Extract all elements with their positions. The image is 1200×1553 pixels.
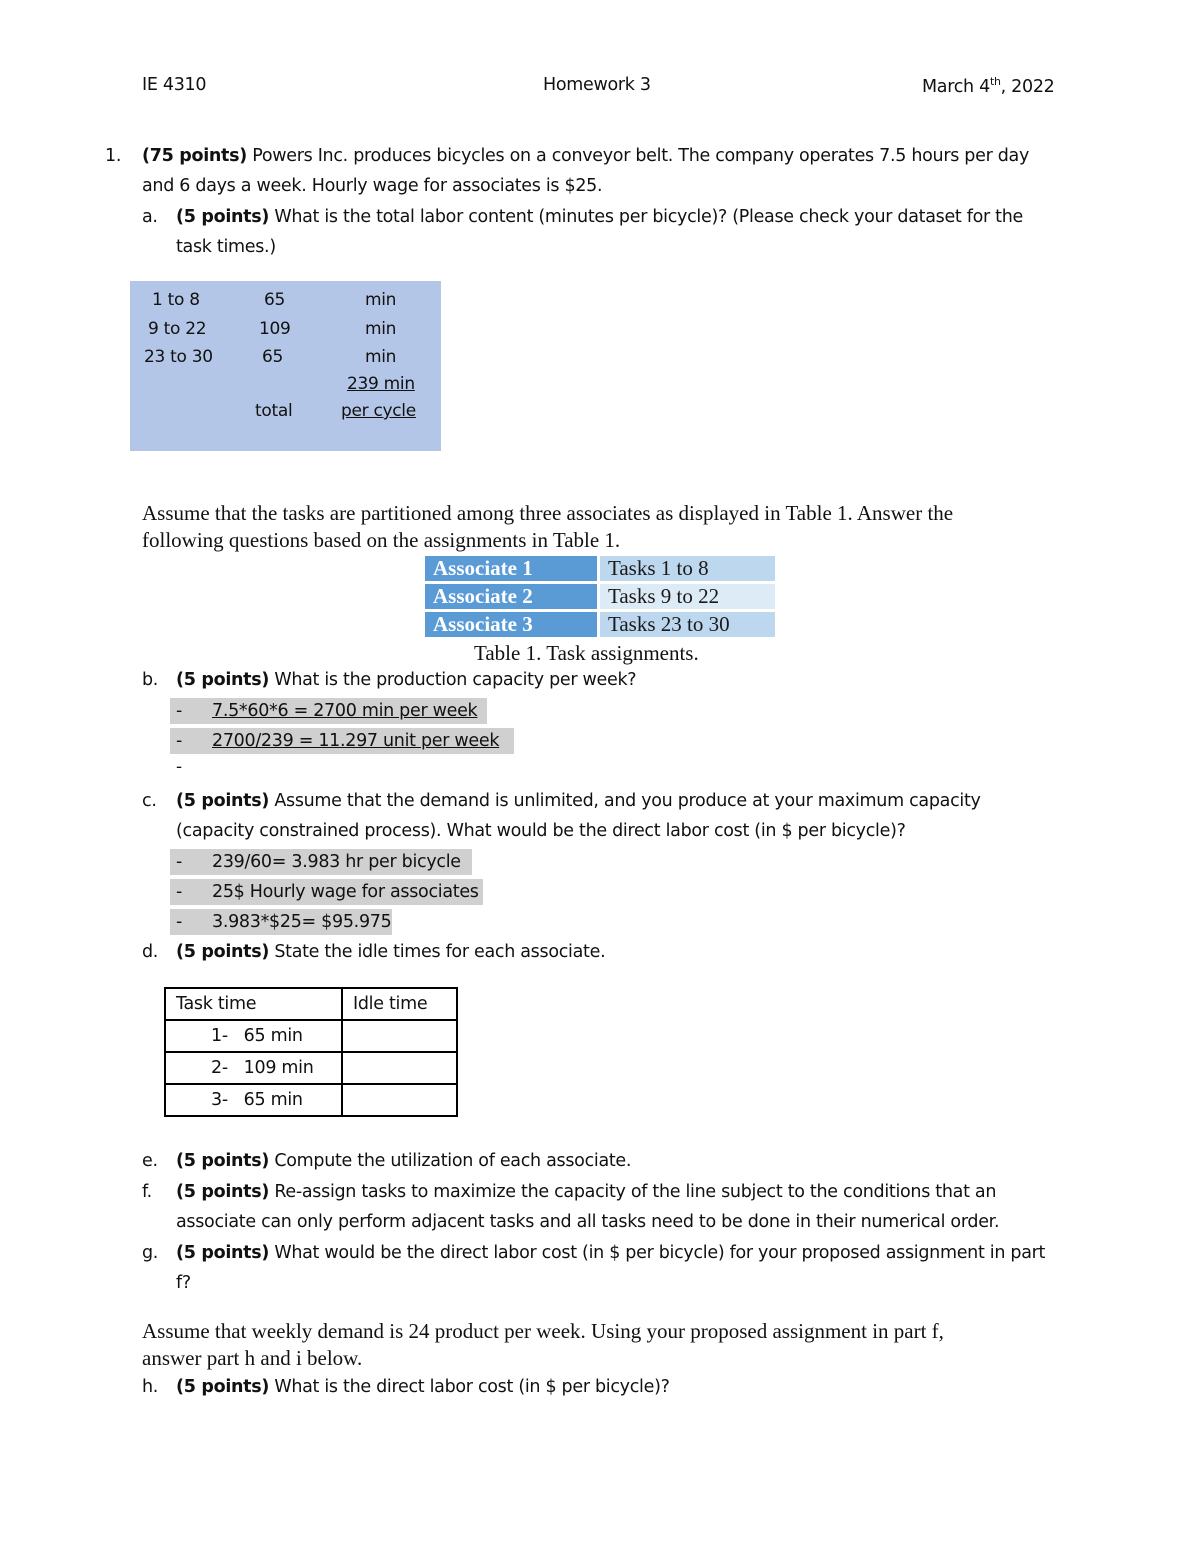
- part-b-answer-1-text: 7.5*60*6 = 2700 min per week: [212, 701, 478, 721]
- table1-tasks-3: Tasks 23 to 30: [600, 612, 775, 637]
- part-f-line1: [176, 1177, 996, 1207]
- part-b-dash-2: -: [176, 731, 183, 751]
- idle-row-1-time: 65 min: [243, 1026, 303, 1046]
- table1-associate-2: Associate 2: [425, 584, 597, 609]
- labor-content-box: [130, 281, 441, 451]
- idle-row-1-num: 1-: [211, 1026, 228, 1046]
- idle-row-3-task: [165, 1084, 342, 1116]
- part-a-text1: What is the total labor content (minutes per bicycle)? (Please check your dataset for the: [269, 207, 1023, 227]
- labor-range-2: 9 to 22: [148, 319, 207, 339]
- part-a-line2: task times.): [176, 237, 276, 257]
- part-a-line1: [176, 202, 1023, 232]
- part-d-text: State the idle times for each associate.: [269, 942, 606, 962]
- assume2-line1: Assume that weekly demand is 24 product per week. Using your proposed assignment in part f,: [142, 1319, 944, 1343]
- part-e-points: (5 points): [176, 1151, 270, 1171]
- idle-row-1-task: [165, 1020, 342, 1052]
- assume1-line1: Assume that the tasks are partitioned among three associates as displayed in Table 1. Answer the: [142, 501, 954, 525]
- part-c-answer-2-text: 25$ Hourly wage for associates: [212, 882, 479, 902]
- part-b-answer-1: [170, 698, 487, 724]
- part-b-dash-1: -: [176, 701, 183, 721]
- table-row: [165, 1020, 457, 1052]
- part-c-answer-3: [170, 909, 392, 935]
- q1-points: (75 points): [142, 146, 247, 166]
- q1-line2: and 6 days a week. Hourly wage for associates is $25.: [142, 176, 603, 196]
- idle-row-3-idle[interactable]: [342, 1084, 457, 1116]
- part-b-answer-2-text: 2700/239 = 11.297 unit per week: [212, 731, 500, 751]
- part-c-line1: [176, 786, 981, 816]
- date-main: March 4: [922, 76, 990, 97]
- part-a-points: (5 points): [176, 207, 270, 227]
- table-row: [165, 1052, 457, 1084]
- part-c-dash-3: -: [176, 912, 183, 932]
- part-d-line: [176, 937, 605, 967]
- part-c-points: (5 points): [176, 791, 270, 811]
- part-h-letter: h.: [142, 1377, 159, 1397]
- part-c-answer-1-text: 239/60= 3.983 hr per bicycle: [212, 852, 461, 872]
- table1-caption: Table 1. Task assignments.: [474, 641, 699, 665]
- part-c-answer-1: [170, 849, 472, 875]
- idle-row-2-idle[interactable]: [342, 1052, 457, 1084]
- part-b-letter: b.: [142, 670, 159, 690]
- assume1-line2: following questions based on the assignments in Table 1.: [142, 528, 621, 552]
- homework-title: Homework 3: [543, 75, 651, 95]
- labor-value-2: 109: [259, 319, 291, 339]
- idle-row-2-time: 109 min: [243, 1058, 314, 1078]
- part-g-points: (5 points): [176, 1243, 270, 1263]
- labor-total-unit: per cycle: [341, 401, 416, 421]
- part-d-letter: d.: [142, 942, 159, 962]
- part-d-points: (5 points): [176, 942, 270, 962]
- table1-tasks-2: Tasks 9 to 22: [600, 584, 775, 609]
- labor-total-value: 239 min: [347, 374, 415, 394]
- part-f-points: (5 points): [176, 1182, 270, 1202]
- table-row: [165, 1084, 457, 1116]
- part-b-line: [176, 665, 636, 695]
- labor-value-3: 65: [262, 347, 284, 367]
- idle-row-3-num: 3-: [211, 1090, 228, 1110]
- part-h-points: (5 points): [176, 1377, 270, 1397]
- part-f-letter: f.: [142, 1182, 152, 1202]
- labor-range-3: 23 to 30: [144, 347, 213, 367]
- part-c-dash-2: -: [176, 882, 183, 902]
- part-h-text: What is the direct labor cost (in $ per bicycle)?: [269, 1377, 670, 1397]
- part-h-line: [176, 1372, 670, 1402]
- part-g-line1: [176, 1238, 1045, 1268]
- q1-number: 1.: [105, 146, 122, 166]
- labor-unit-2: min: [365, 319, 397, 339]
- part-e-text: Compute the utilization of each associate.: [269, 1151, 632, 1171]
- part-c-letter: c.: [142, 791, 157, 811]
- part-e-letter: e.: [142, 1151, 158, 1171]
- idle-header-idle-time: Idle time: [342, 988, 457, 1020]
- idle-row-3-time: 65 min: [243, 1090, 303, 1110]
- course-code: IE 4310: [142, 75, 207, 95]
- idle-header-task-time: Task time: [165, 988, 342, 1020]
- labor-unit-3: min: [365, 347, 397, 367]
- idle-row-2-num: 2-: [211, 1058, 228, 1078]
- header-date: [922, 75, 1055, 97]
- part-b-points: (5 points): [176, 670, 270, 690]
- part-g-text1: What would be the direct labor cost (in $ per bicycle) for your proposed assignment in part: [269, 1243, 1046, 1263]
- part-f-line2: associate can only perform adjacent tasks and all tasks need to be done in their numerical order.: [176, 1212, 1000, 1232]
- part-f-text1: Re-assign tasks to maximize the capacity of the line subject to the conditions that an: [269, 1182, 997, 1202]
- table1-tasks-1: Tasks 1 to 8: [600, 556, 775, 581]
- part-c-answer-2: [170, 879, 483, 905]
- part-b-answer-2: [170, 728, 514, 754]
- part-c-answer-3-text: 3.983*$25= $95.975: [212, 912, 392, 932]
- labor-total-label: total: [255, 401, 293, 421]
- part-e-line: [176, 1146, 631, 1176]
- part-c-line2: (capacity constrained process). What would be the direct labor cost (in $ per bicycle)?: [176, 821, 906, 841]
- date-sup: th: [989, 75, 1001, 88]
- part-c-dash-1: -: [176, 852, 183, 872]
- table1-associate-1: Associate 1: [425, 556, 597, 581]
- part-g-line2: f?: [176, 1273, 191, 1293]
- idle-row-2-task: [165, 1052, 342, 1084]
- part-a-letter: a.: [142, 207, 158, 227]
- assume2-line2: answer part h and i below.: [142, 1346, 363, 1370]
- q1-line1: [142, 141, 1029, 171]
- labor-value-1: 65: [264, 290, 286, 310]
- table1-associate-3: Associate 3: [425, 612, 597, 637]
- idle-table-header: [165, 988, 457, 1020]
- date-year: , 2022: [1000, 76, 1055, 97]
- part-g-letter: g.: [142, 1243, 159, 1263]
- q1-text1: Powers Inc. produces bicycles on a conveyor belt. The company operates 7.5 hours per day: [246, 146, 1030, 166]
- labor-unit-1: min: [365, 290, 397, 310]
- labor-range-1: 1 to 8: [152, 290, 200, 310]
- part-b-text: What is the production capacity per week?: [269, 670, 637, 690]
- idle-time-table: [164, 987, 458, 1117]
- part-b-dash-3: -: [176, 757, 183, 777]
- idle-row-1-idle[interactable]: [342, 1020, 457, 1052]
- part-c-text1: Assume that the demand is unlimited, and you produce at your maximum capacity: [269, 791, 981, 811]
